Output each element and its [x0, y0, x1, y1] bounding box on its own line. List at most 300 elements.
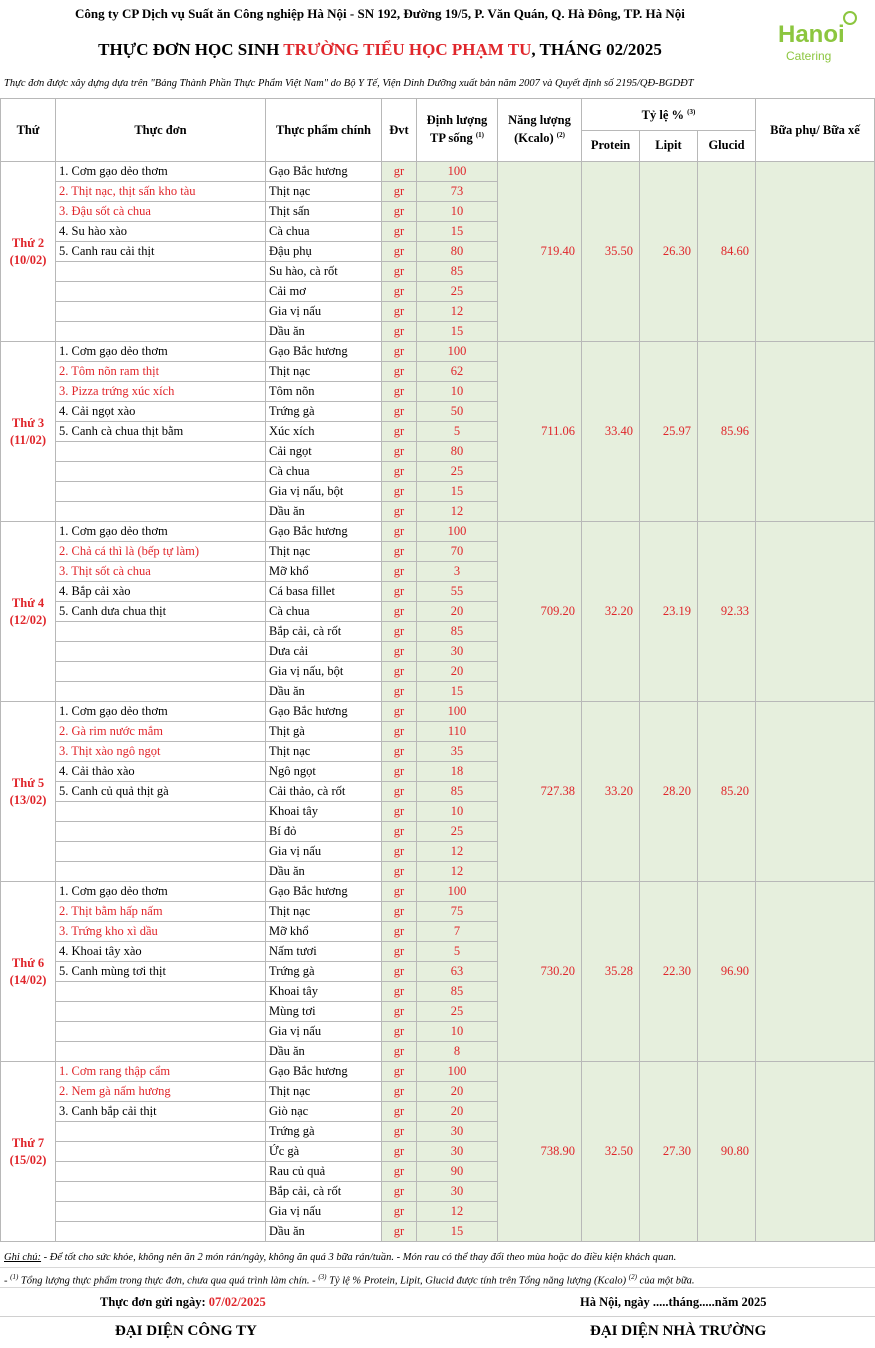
food-cell: Dầu ăn: [266, 862, 382, 882]
food-cell: Cà chua: [266, 462, 382, 482]
unit-cell: gr: [382, 222, 417, 242]
lipit-cell: 25.97: [640, 342, 698, 522]
food-cell: Gia vị nấu: [266, 1022, 382, 1042]
dish-cell: 2. Gà rim nước mắm: [56, 722, 266, 742]
lipit-cell: 22.30: [640, 882, 698, 1062]
note-2a: -: [4, 1275, 11, 1287]
protein-cell: 33.20: [582, 702, 640, 882]
dish-cell: [56, 502, 266, 522]
dish-cell: [56, 1162, 266, 1182]
unit-cell: gr: [382, 642, 417, 662]
dish-cell: [56, 822, 266, 842]
unit-cell: gr: [382, 1002, 417, 1022]
sign-company: ĐẠI DIỆN CÔNG TY: [115, 1323, 257, 1339]
day-date: (15/02): [9, 1152, 47, 1167]
day-label: Thứ 6: [11, 955, 45, 970]
amount-cell: 25: [417, 282, 498, 302]
amount-cell: 25: [417, 822, 498, 842]
dish-cell: 3. Thịt sốt cà chua: [56, 562, 266, 582]
amount-cell: 15: [417, 682, 498, 702]
day-cell: [1, 342, 56, 522]
dish-cell: [56, 642, 266, 662]
col-food: Thực phẩm chính: [266, 99, 382, 162]
unit-cell: gr: [382, 182, 417, 202]
unit-cell: gr: [382, 422, 417, 442]
col-day: Thứ: [1, 99, 56, 162]
dish-cell: [56, 482, 266, 502]
food-cell: Gạo Bắc hương: [266, 522, 382, 542]
glucid-cell: 85.96: [698, 342, 756, 522]
col-ratio-sup: (3): [687, 108, 696, 117]
food-cell: Thịt nạc: [266, 742, 382, 762]
amount-cell: 30: [417, 1142, 498, 1162]
amount-cell: 100: [417, 702, 498, 722]
glucid-cell: 85.20: [698, 702, 756, 882]
dish-cell: 2. Thịt nạc, thịt sấn kho tàu: [56, 182, 266, 202]
unit-cell: gr: [382, 342, 417, 362]
footer-divider: [0, 1316, 875, 1317]
dish-cell: 4. Khoai tây xào: [56, 942, 266, 962]
energy-cell: 738.90: [498, 1062, 582, 1242]
day-date: (10/02): [9, 252, 47, 267]
amount-cell: 15: [417, 322, 498, 342]
amount-cell: 15: [417, 222, 498, 242]
sent-date: 07/02/2025: [208, 1295, 266, 1309]
table-row: [1, 882, 875, 902]
amount-cell: 30: [417, 642, 498, 662]
logo-text: Hanoi: [778, 21, 845, 48]
amount-cell: 80: [417, 442, 498, 462]
dish-cell: [56, 302, 266, 322]
dish-cell: 5. Canh mùng tơi thịt: [56, 962, 266, 982]
amount-cell: 25: [417, 1002, 498, 1022]
food-cell: Thịt nạc: [266, 542, 382, 562]
dish-cell: 2. Nem gà nấm hương: [56, 1082, 266, 1102]
protein-cell: 33.40: [582, 342, 640, 522]
day-cell: [1, 882, 56, 1062]
unit-cell: gr: [382, 1142, 417, 1162]
dish-cell: 2. Thịt bằm hấp nấm: [56, 902, 266, 922]
day-label: Thứ 3: [11, 415, 45, 430]
amount-cell: 20: [417, 1102, 498, 1122]
amount-cell: 15: [417, 1222, 498, 1242]
amount-cell: 80: [417, 242, 498, 262]
table-row: [1, 1062, 875, 1082]
extra-meal-cell: [756, 342, 875, 522]
lipit-cell: 27.30: [640, 1062, 698, 1242]
food-cell: Gạo Bắc hương: [266, 702, 382, 722]
unit-cell: gr: [382, 202, 417, 222]
note-2c: Tỷ lệ % Protein, Lipit, Glucid được tính trên Tổng năng lượng (Kcalo): [326, 1275, 629, 1287]
unit-cell: gr: [382, 722, 417, 742]
food-cell: Su hào, cà rốt: [266, 262, 382, 282]
dish-cell: 5. Canh cà chua thịt bằm: [56, 422, 266, 442]
note-2d: của một bữa.: [636, 1275, 695, 1287]
unit-cell: gr: [382, 982, 417, 1002]
menu-table: [0, 98, 875, 1242]
food-cell: Gạo Bắc hương: [266, 882, 382, 902]
amount-cell: 85: [417, 982, 498, 1002]
food-cell: Cải mơ: [266, 282, 382, 302]
food-cell: Đậu phụ: [266, 242, 382, 262]
dish-cell: 1. Cơm rang thập cẩm: [56, 1062, 266, 1082]
unit-cell: gr: [382, 502, 417, 522]
unit-cell: gr: [382, 1042, 417, 1062]
sign-school: ĐẠI DIỆN NHÀ TRƯỜNG: [590, 1323, 767, 1339]
unit-cell: gr: [382, 162, 417, 182]
amount-cell: 5: [417, 942, 498, 962]
title-school: TRƯỜNG TIỂU HỌC PHẠM TU: [283, 40, 532, 59]
col-energy: [498, 99, 582, 162]
dish-cell: 2. Tôm nõn ram thịt: [56, 362, 266, 382]
unit-cell: gr: [382, 742, 417, 762]
unit-cell: gr: [382, 1202, 417, 1222]
col-protein: Protein: [582, 130, 640, 162]
dish-cell: [56, 1022, 266, 1042]
col-energy-sup: (2): [556, 131, 565, 140]
dish-cell: 3. Pizza trứng xúc xích: [56, 382, 266, 402]
unit-cell: gr: [382, 382, 417, 402]
dish-cell: 4. Cải thảo xào: [56, 762, 266, 782]
company-header: Công ty CP Dịch vụ Suất ăn Công nghiệp Hà Nội - SN 192, Đường 19/5, P. Văn Quán, Q. Hà Đông, TP. Hà Nội: [75, 6, 685, 21]
food-cell: Trứng gà: [266, 962, 382, 982]
day-label: Thứ 7: [11, 1135, 45, 1150]
dish-cell: [56, 442, 266, 462]
food-cell: Gạo Bắc hương: [266, 342, 382, 362]
dish-cell: [56, 1122, 266, 1142]
unit-cell: gr: [382, 1022, 417, 1042]
food-cell: Xúc xích: [266, 422, 382, 442]
col-menu: Thực đơn: [56, 99, 266, 162]
note-line-1: [0, 1248, 875, 1268]
energy-cell: 709.20: [498, 522, 582, 702]
glucid-cell: 92.33: [698, 522, 756, 702]
unit-cell: gr: [382, 702, 417, 722]
glucid-cell: 84.60: [698, 162, 756, 342]
amount-cell: 3: [417, 562, 498, 582]
col-lipit: Lipit: [640, 130, 698, 162]
dish-cell: [56, 682, 266, 702]
amount-cell: 62: [417, 362, 498, 382]
food-cell: Cá basa fillet: [266, 582, 382, 602]
unit-cell: gr: [382, 282, 417, 302]
unit-cell: gr: [382, 1102, 417, 1122]
dish-cell: [56, 1002, 266, 1022]
col-amount: [417, 99, 498, 162]
food-cell: Ngô ngọt: [266, 762, 382, 782]
unit-cell: gr: [382, 322, 417, 342]
dish-cell: 3. Canh bắp cải thịt: [56, 1102, 266, 1122]
dish-cell: [56, 462, 266, 482]
dish-cell: 4. Su hào xào: [56, 222, 266, 242]
col-unit: Đvt: [382, 99, 417, 162]
col-energy-label: Năng lượng (Kcalo): [508, 113, 571, 146]
unit-cell: gr: [382, 582, 417, 602]
amount-cell: 30: [417, 1182, 498, 1202]
food-cell: Trứng gà: [266, 402, 382, 422]
unit-cell: gr: [382, 802, 417, 822]
food-cell: Thịt sấn: [266, 202, 382, 222]
amount-cell: 12: [417, 302, 498, 322]
unit-cell: gr: [382, 922, 417, 942]
amount-cell: 20: [417, 602, 498, 622]
food-cell: Giò nạc: [266, 1102, 382, 1122]
amount-cell: 35: [417, 742, 498, 762]
amount-cell: 100: [417, 522, 498, 542]
title-prefix: THỰC ĐƠN HỌC SINH: [98, 40, 284, 59]
dish-cell: [56, 322, 266, 342]
place-date: Hà Nội, ngày .....tháng.....năm 2025: [580, 1295, 767, 1309]
dish-cell: 1. Cơm gạo dẻo thơm: [56, 522, 266, 542]
dish-cell: [56, 842, 266, 862]
dish-cell: [56, 982, 266, 1002]
title-suffix: , THÁNG 02/2025: [531, 40, 662, 59]
dish-cell: 3. Trứng kho xì dầu: [56, 922, 266, 942]
amount-cell: 100: [417, 882, 498, 902]
amount-cell: 10: [417, 382, 498, 402]
note-2b: Tổng lượng thực phẩm trong thực đơn, chưa qua quá trình làm chín. -: [18, 1275, 319, 1287]
dish-cell: [56, 282, 266, 302]
amount-cell: 12: [417, 1202, 498, 1222]
lipit-cell: 23.19: [640, 522, 698, 702]
food-cell: Khoai tây: [266, 982, 382, 1002]
dish-cell: 1. Cơm gạo dẻo thơm: [56, 702, 266, 722]
sent-date-line: [100, 1295, 266, 1310]
food-cell: Ức gà: [266, 1142, 382, 1162]
dish-cell: 3. Thịt xào ngô ngọt: [56, 742, 266, 762]
food-cell: Thịt nạc: [266, 1082, 382, 1102]
unit-cell: gr: [382, 622, 417, 642]
dish-cell: [56, 622, 266, 642]
dish-cell: 4. Bắp cải xào: [56, 582, 266, 602]
protein-cell: 32.20: [582, 522, 640, 702]
day-cell: [1, 1062, 56, 1242]
unit-cell: gr: [382, 1122, 417, 1142]
amount-cell: 63: [417, 962, 498, 982]
unit-cell: gr: [382, 962, 417, 982]
unit-cell: gr: [382, 1162, 417, 1182]
amount-cell: 100: [417, 1062, 498, 1082]
unit-cell: gr: [382, 302, 417, 322]
unit-cell: gr: [382, 362, 417, 382]
food-cell: Gạo Bắc hương: [266, 162, 382, 182]
food-cell: Trứng gà: [266, 1122, 382, 1142]
extra-meal-cell: [756, 162, 875, 342]
unit-cell: gr: [382, 842, 417, 862]
food-cell: Thịt nạc: [266, 902, 382, 922]
food-cell: Gia vị nấu: [266, 302, 382, 322]
food-cell: Thịt gà: [266, 722, 382, 742]
dish-cell: [56, 802, 266, 822]
lipit-cell: 28.20: [640, 702, 698, 882]
dish-cell: 1. Cơm gạo dẻo thơm: [56, 882, 266, 902]
food-cell: Dầu ăn: [266, 322, 382, 342]
food-cell: Dầu ăn: [266, 1222, 382, 1242]
amount-cell: 85: [417, 782, 498, 802]
amount-cell: 73: [417, 182, 498, 202]
chef-hat-icon: [844, 12, 856, 24]
amount-cell: 50: [417, 402, 498, 422]
unit-cell: gr: [382, 862, 417, 882]
unit-cell: gr: [382, 542, 417, 562]
food-cell: Gia vị nấu, bột: [266, 662, 382, 682]
col-ratio-label: Tỷ lệ %: [641, 108, 685, 123]
table-row: [1, 342, 875, 362]
food-cell: Dưa cải: [266, 642, 382, 662]
col-extra: Bữa phụ/ Bữa xế: [756, 99, 875, 162]
amount-cell: 12: [417, 842, 498, 862]
food-cell: Dầu ăn: [266, 502, 382, 522]
col-glucid: Glucid: [698, 130, 756, 162]
food-cell: Mỡ khổ: [266, 562, 382, 582]
amount-cell: 20: [417, 662, 498, 682]
protein-cell: 35.50: [582, 162, 640, 342]
day-date: (12/02): [9, 612, 47, 627]
col-amount-label: Định lượng TP sống: [426, 113, 488, 146]
day-date: (13/02): [9, 792, 47, 807]
food-cell: Cải thảo, cà rốt: [266, 782, 382, 802]
food-cell: Nấm tươi: [266, 942, 382, 962]
amount-cell: 75: [417, 902, 498, 922]
amount-cell: 55: [417, 582, 498, 602]
food-cell: Mùng tơi: [266, 1002, 382, 1022]
amount-cell: 25: [417, 462, 498, 482]
note-label: Ghi chú:: [4, 1252, 42, 1263]
unit-cell: gr: [382, 822, 417, 842]
food-cell: Tôm nõn: [266, 382, 382, 402]
dish-cell: 5. Canh củ quả thịt gà: [56, 782, 266, 802]
dish-cell: [56, 1222, 266, 1242]
food-cell: Rau củ quả: [266, 1162, 382, 1182]
energy-cell: 719.40: [498, 162, 582, 342]
amount-cell: 10: [417, 1022, 498, 1042]
dish-cell: 3. Đậu sốt cà chua: [56, 202, 266, 222]
energy-cell: 711.06: [498, 342, 582, 522]
amount-cell: 8: [417, 1042, 498, 1062]
dish-cell: [56, 1182, 266, 1202]
dish-cell: 5. Canh dưa chua thịt: [56, 602, 266, 622]
extra-meal-cell: [756, 882, 875, 1062]
food-cell: Mỡ khổ: [266, 922, 382, 942]
dish-cell: 2. Chả cá thì là (bếp tự làm): [56, 542, 266, 562]
hanoi-catering-logo: [772, 8, 868, 68]
dish-cell: [56, 1202, 266, 1222]
amount-cell: 100: [417, 162, 498, 182]
amount-cell: 85: [417, 262, 498, 282]
amount-cell: 100: [417, 342, 498, 362]
food-cell: Bắp cải, cà rốt: [266, 622, 382, 642]
glucid-cell: 90.80: [698, 1062, 756, 1242]
table-row: [1, 522, 875, 542]
dish-cell: [56, 262, 266, 282]
glucid-cell: 96.90: [698, 882, 756, 1062]
unit-cell: gr: [382, 682, 417, 702]
dish-cell: 4. Cải ngọt xào: [56, 402, 266, 422]
amount-cell: 20: [417, 1082, 498, 1102]
sent-label: Thực đơn gửi ngày:: [100, 1295, 209, 1309]
unit-cell: gr: [382, 562, 417, 582]
unit-cell: gr: [382, 402, 417, 422]
extra-meal-cell: [756, 702, 875, 882]
unit-cell: gr: [382, 942, 417, 962]
unit-cell: gr: [382, 902, 417, 922]
unit-cell: gr: [382, 522, 417, 542]
food-cell: Thịt nạc: [266, 182, 382, 202]
dish-cell: 1. Cơm gạo dẻo thơm: [56, 162, 266, 182]
food-cell: Gạo Bắc hương: [266, 1062, 382, 1082]
col-amount-sup: (1): [475, 131, 485, 140]
intro-text: Thực đơn được xây dựng dựa trên "Bảng Thành Phần Thực Phẩm Việt Nam" do Bộ Y Tế, Viện Dinh Dưỡng xuất bản năm 2007 và Quyết định số 2195/QĐ-BGDĐT: [4, 78, 694, 89]
amount-cell: 18: [417, 762, 498, 782]
day-cell: [1, 162, 56, 342]
unit-cell: gr: [382, 482, 417, 502]
extra-meal-cell: [756, 522, 875, 702]
unit-cell: gr: [382, 1182, 417, 1202]
note-2-sup1: (1): [10, 1273, 19, 1281]
dish-cell: [56, 1142, 266, 1162]
day-cell: [1, 522, 56, 702]
unit-cell: gr: [382, 882, 417, 902]
table-row: [1, 702, 875, 722]
food-cell: Gia vị nấu: [266, 842, 382, 862]
unit-cell: gr: [382, 602, 417, 622]
unit-cell: gr: [382, 262, 417, 282]
day-label: Thứ 2: [11, 235, 45, 250]
amount-cell: 5: [417, 422, 498, 442]
protein-cell: 32.50: [582, 1062, 640, 1242]
note-line-2: [0, 1268, 875, 1288]
amount-cell: 10: [417, 202, 498, 222]
page-title: [0, 40, 760, 60]
food-cell: Thịt nạc: [266, 362, 382, 382]
unit-cell: gr: [382, 782, 417, 802]
protein-cell: 35.28: [582, 882, 640, 1062]
unit-cell: gr: [382, 242, 417, 262]
day-date: (14/02): [9, 972, 47, 987]
unit-cell: gr: [382, 762, 417, 782]
energy-cell: 730.20: [498, 882, 582, 1062]
logo-sub: Catering: [786, 49, 832, 63]
amount-cell: 70: [417, 542, 498, 562]
unit-cell: gr: [382, 1082, 417, 1102]
amount-cell: 110: [417, 722, 498, 742]
food-cell: Cà chua: [266, 602, 382, 622]
dish-cell: [56, 1042, 266, 1062]
day-cell: [1, 702, 56, 882]
amount-cell: 30: [417, 1122, 498, 1142]
unit-cell: gr: [382, 1222, 417, 1242]
note-2-sup3: (3): [318, 1273, 327, 1281]
day-label: Thứ 5: [11, 775, 45, 790]
table-row: [1, 162, 875, 182]
food-cell: Gia vị nấu, bột: [266, 482, 382, 502]
food-cell: Gia vị nấu: [266, 1202, 382, 1222]
amount-cell: 90: [417, 1162, 498, 1182]
unit-cell: gr: [382, 442, 417, 462]
food-cell: Bắp cải, cà rốt: [266, 1182, 382, 1202]
menu-body: [1, 162, 875, 1242]
day-date: (11/02): [9, 432, 47, 447]
amount-cell: 12: [417, 862, 498, 882]
day-label: Thứ 4: [11, 595, 45, 610]
unit-cell: gr: [382, 662, 417, 682]
note-2-sup2: (2): [628, 1273, 637, 1281]
energy-cell: 727.38: [498, 702, 582, 882]
notes: [0, 1248, 875, 1288]
amount-cell: 7: [417, 922, 498, 942]
food-cell: Cải ngọt: [266, 442, 382, 462]
dish-cell: 1. Cơm gạo dẻo thơm: [56, 342, 266, 362]
